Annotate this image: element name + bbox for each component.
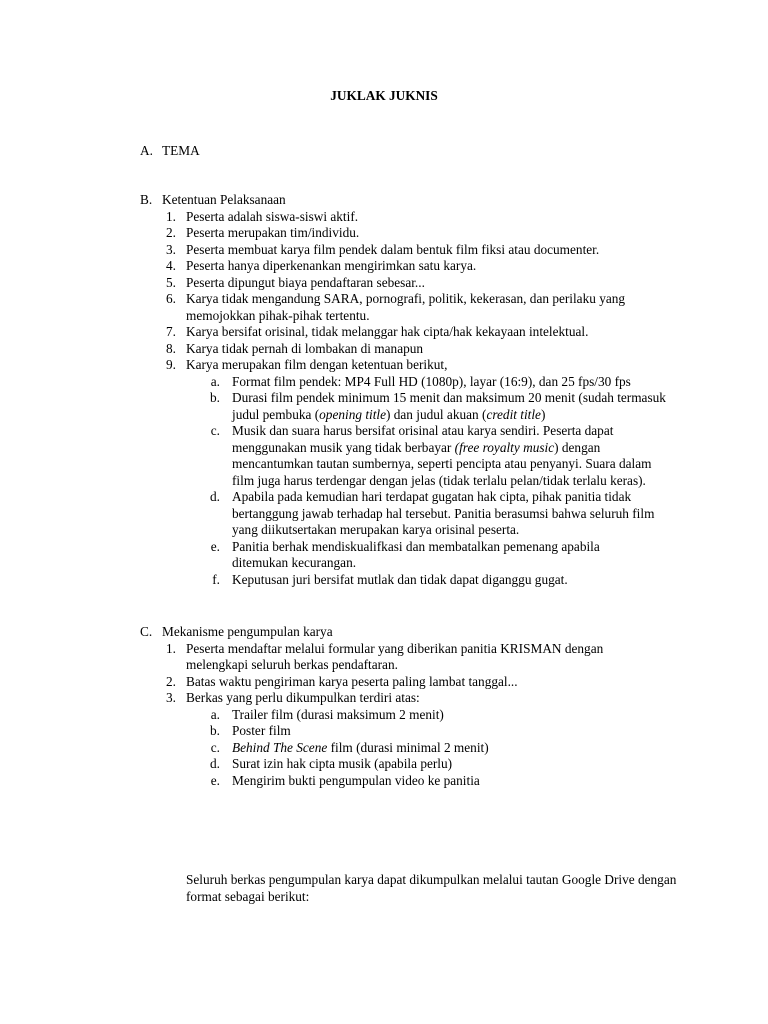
section-title: Mekanisme pengumpulan karya	[162, 624, 333, 639]
list-text: Peserta adalah siswa-siswi aktif.	[186, 208, 359, 224]
list-letter: d.	[210, 756, 220, 771]
list-item	[162, 291, 700, 324]
text-run: ) dan judul akuan (	[386, 406, 487, 422]
list-item	[186, 489, 700, 539]
list-text: Karya tidak pernah di lombakan di manapun	[186, 340, 424, 356]
text-run: Durasi film pendek minimum 15 menit dan maksimum 20 menit (sudah termasuk judul pembuka (	[232, 390, 666, 422]
list-item	[162, 324, 700, 341]
list-number: 2.	[166, 673, 176, 689]
text-run: Musik dan suara harus bersifat orisinal atau karya sendiri. Peserta dapat menggunakan musik yang tidak berbayar	[232, 423, 614, 455]
list-item	[162, 641, 700, 674]
text-run: ) dengan mencantumkan tautan sumbernya, seperti pencipta atau penyanyi. Suara dalam film juga harus terdengar dengan jelas (tidak terlalu pelan/tidak terlalu keras).	[232, 439, 652, 488]
italic-run: opening title	[319, 406, 386, 422]
italic-run: (free royalty music	[454, 439, 555, 455]
list-number: 4.	[166, 258, 176, 273]
list-number: 6.	[166, 291, 176, 306]
list-item	[162, 341, 700, 358]
section-title: Ketentuan Pelaksanaan	[162, 192, 286, 207]
list-number: 5.	[166, 274, 176, 290]
list-item	[186, 423, 700, 489]
list-item	[186, 740, 700, 757]
section-label: B.	[140, 192, 153, 207]
list-letter: e.	[210, 538, 220, 554]
list-item	[186, 723, 700, 740]
list-text	[232, 423, 672, 489]
list-item	[162, 242, 700, 259]
text-run: )	[540, 406, 546, 422]
list-item	[162, 209, 700, 226]
list-item	[186, 756, 700, 773]
list-number: 8.	[166, 340, 176, 356]
list-text: Berkas yang perlu dikumpulkan terdiri atas:	[186, 690, 420, 705]
italic-run: credit title	[486, 406, 541, 422]
list-text: Apabila pada kemudian hari terdapat gugatan hak cipta, pihak panitia tidak bertanggung jawab terhadap hal tersebut. Panitia berasumsi bahwa seluruh film yang diikutsertakan merupakan karya orisinal peserta.	[232, 489, 655, 537]
list-item	[186, 707, 700, 724]
lettered-list	[186, 374, 700, 589]
section-a	[140, 143, 700, 160]
list-text: Karya tidak mengandung SARA, pornografi, politik, kekerasan, dan perilaku yang memojokkan pihak-pihak tertentu.	[186, 291, 626, 323]
list-text: Poster film	[232, 723, 291, 738]
list-item	[186, 390, 700, 423]
section-c	[140, 624, 700, 789]
list-letter: a.	[210, 373, 220, 389]
list-text	[232, 740, 672, 757]
list-letter: b.	[210, 390, 220, 405]
list-text: Karya merupakan film dengan ketentuan berikut,	[186, 357, 448, 372]
list-item	[186, 572, 700, 589]
lettered-list	[186, 707, 700, 790]
section-heading	[140, 143, 700, 160]
list-letter: f.	[212, 571, 220, 587]
list-text: Surat izin hak cipta musik (apabila perlu)	[232, 756, 453, 771]
list-item	[162, 258, 700, 275]
list-item	[162, 225, 700, 242]
list-text: Mengirim bukti pengumpulan video ke panitia	[232, 772, 480, 788]
list-number: 3.	[166, 241, 176, 257]
list-text: Trailer film (durasi maksimum 2 menit)	[232, 706, 444, 722]
list-text: Format film pendek: MP4 Full HD (1080p), layar (16:9), dan 25 fps/30 fps	[232, 373, 631, 389]
list-number: 2.	[166, 225, 176, 240]
list-item	[186, 539, 700, 572]
italic-run: Behind The Scene	[232, 739, 328, 755]
list-text: Peserta dipungut biaya pendaftaran sebesar...	[186, 274, 425, 290]
list-letter: a.	[210, 706, 220, 722]
list-letter: e.	[210, 772, 220, 788]
list-item	[162, 674, 700, 691]
section-heading	[140, 192, 700, 209]
list-number: 1.	[166, 640, 176, 656]
list-number: 1.	[166, 208, 176, 224]
list-text: Keputusan juri bersifat mutlak dan tidak dapat diganggu gugat.	[232, 571, 568, 587]
list-text: Peserta merupakan tim/individu.	[186, 225, 360, 240]
list-letter: c.	[210, 739, 220, 755]
section-title: TEMA	[162, 143, 200, 158]
numbered-list	[162, 641, 700, 707]
text-run: film (durasi minimal 2 menit)	[327, 739, 489, 755]
closing-paragraph: Seluruh berkas pengumpulan karya dapat dikumpulkan melalui tautan Google Drive dengan format sebagai berikut:	[186, 872, 677, 904]
list-item	[162, 690, 700, 707]
list-letter: d.	[210, 489, 220, 504]
numbered-list	[162, 209, 700, 374]
list-number: 3.	[166, 690, 176, 705]
section-label: A.	[140, 143, 153, 158]
list-number: 9.	[166, 357, 176, 372]
list-text: Karya bersifat orisinal, tidak melanggar hak cipta/hak kekayaan intelektual.	[186, 324, 589, 339]
list-text	[232, 390, 672, 423]
list-text: Batas waktu pengiriman karya peserta paling lambat tanggal...	[186, 673, 518, 689]
list-item	[186, 374, 700, 391]
page-title: JUKLAK JUKNIS	[330, 88, 438, 103]
list-text: Panitia berhak mendiskualifkasi dan membatalkan pemenang apabila ditemukan kecurangan.	[232, 538, 600, 570]
list-number: 7.	[166, 324, 176, 339]
list-item	[162, 357, 700, 374]
section-heading	[140, 624, 700, 641]
list-item	[186, 773, 700, 790]
list-text: Peserta mendaftar melalui formular yang diberikan panitia KRISMAN dengan melengkapi seluruh berkas pendaftaran.	[186, 640, 604, 672]
section-b	[140, 192, 700, 588]
section-label: C.	[140, 624, 153, 639]
list-item	[162, 275, 700, 292]
list-text: Peserta hanya diperkenankan mengirimkan satu karya.	[186, 258, 477, 273]
list-text: Peserta membuat karya film pendek dalam bentuk film fiksi atau documenter.	[186, 241, 600, 257]
list-letter: c.	[210, 423, 220, 438]
list-letter: b.	[210, 723, 220, 738]
